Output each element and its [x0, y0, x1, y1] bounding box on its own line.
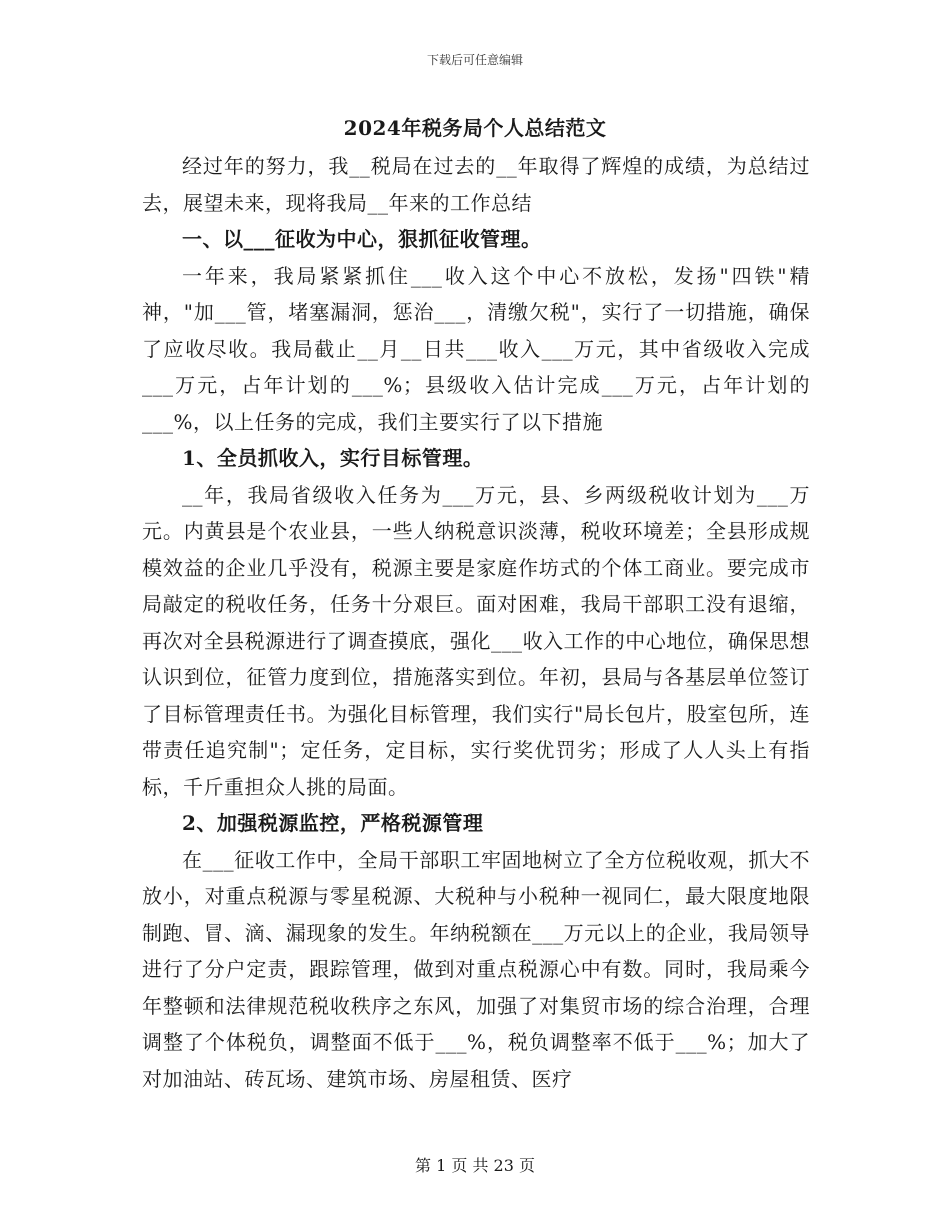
- document-body: [142, 148, 810, 1097]
- subsection-2-paragraph: 在___征收工作中，全局干部职工牢固地树立了全方位税收观，抓大不放小，对重点税源与零星税源、大税种与小税种一视同仁，最大限度地限制跑、冒、滴、漏现象的发生。年纳税额在___万元以上的企业，我局领导进行了分户定责，跟踪管理，做到对重点税源心中有数。同时，我局乘今年整顿和法律规范税收秩序之东风，加强了对集贸市场的综合治理，合理调整了个体税负，调整面不低于___%，税负调整率不低于___%；加大了对加油站、砖瓦场、建筑市场、房屋租赁、医疗: [142, 847, 810, 1091]
- page-number-footer: 第 1 页 共 23 页: [415, 1156, 535, 1175]
- section-heading-1: 一、以___征收为中心，狠抓征收管理。: [182, 227, 542, 251]
- page-header-note: 下载后可任意编辑: [426, 53, 523, 67]
- intro-paragraph: 经过年的努力，我__税局在过去的__年取得了辉煌的成绩，为总结过去，展望未来，现将我局__年来的工作总结: [142, 154, 810, 215]
- section-1-paragraph: 一年来，我局紧紧抓住___收入这个中心不放松，发扬"四铁"精神，"加___管，堵塞漏洞，惩治___，清缴欠税"，实行了一切措施，确保了应收尽收。我局截止__月__日共___收入___万元，其中省级收入完成___万元，占年计划的___%；县级收入估计完成___万元，占年计划的___%，以上任务的完成，我们主要实行了以下措施: [142, 263, 810, 434]
- subsection-heading-1: 1、全员抓收入，实行目标管理。: [182, 446, 484, 470]
- subsection-heading-2: 2、加强税源监控，严格税源管理: [182, 811, 484, 835]
- document-title: 2024年税务局个人总结范文: [343, 116, 607, 140]
- subsection-1-paragraph: __年，我局省级收入任务为___万元，县、乡两级税收计划为___万元。内黄县是个农业县，一些人纳税意识淡薄，税收环境差；全县形成规模效益的企业几乎没有，税源主要是家庭作坊式的个体工商业。要完成市局敲定的税收任务，任务十分艰巨。面对困难，我局干部职工没有退缩，再次对全县税源进行了调查摸底，强化___收入工作的中心地位，确保思想认识到位，征管力度到位，措施落实到位。年初，县局与各基层单位签订了目标管理责任书。为强化目标管理，我们实行"局长包片，股室包所，连带责任追究制"；定任务，定目标，实行奖优罚劣；形成了人人头上有指标，千斤重担众人挑的局面。: [142, 482, 810, 799]
